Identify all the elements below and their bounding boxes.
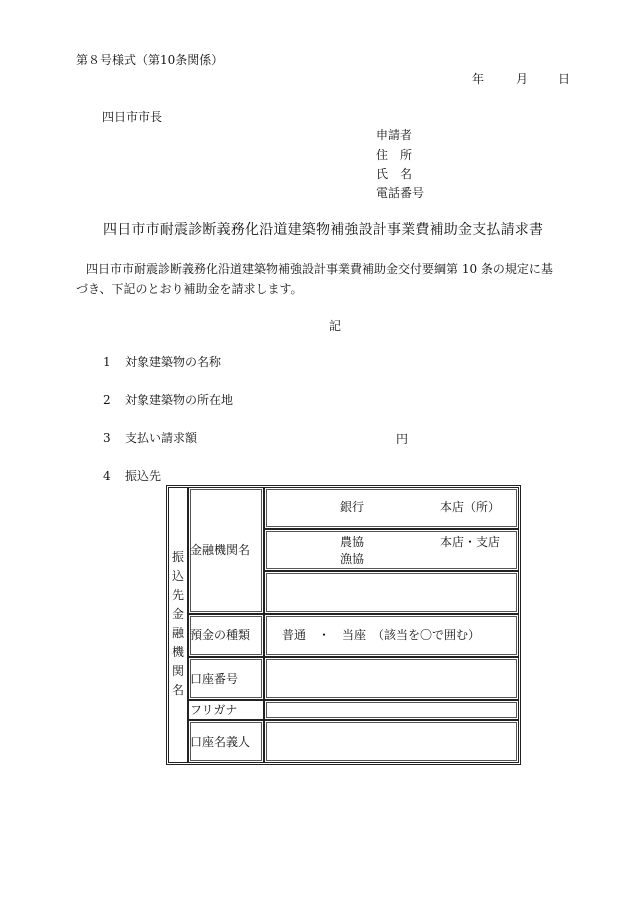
ki-heading: 記 [329,319,342,333]
bank-suffix: 銀行 [340,500,365,514]
item-2: 2 対象建築物の所在地 [103,393,234,407]
fish-coop-suffix: 漁協 [340,552,365,566]
account-number-inner [266,659,517,698]
addressee: 四日市市長 [102,110,163,124]
applicant-address-label: 住 所 [376,148,413,162]
side-header-text: 振 込 先 金 融 機 関 名 [171,550,184,697]
deposit-options: 普通 ・ 当座 （該当を〇で囲む） [282,628,481,642]
institution-label: 金融機関名 [190,543,251,557]
form-number: 第８号様式（第10条関係） [76,53,224,67]
body-text-line2: づき、下記のとおり補助金を請求します。 [76,282,303,296]
applicant-phone-label: 電話番号 [376,186,425,200]
applicant-heading: 申請者 [376,128,413,142]
item-3: 3 支払い請求額 [103,431,198,445]
body-text-line1: 四日市市耐震診断義務化沿道建築物補強設計事業費補助金交付要綱第 10 条の規定に基 [86,262,553,276]
head-branch-suffix-2: 本店・支店 [440,535,501,549]
head-branch-suffix: 本店（所） [440,500,501,514]
date-month: 月 [516,72,529,86]
date-year: 年 [472,72,485,86]
yen-unit: 円 [396,432,409,446]
date-line [472,72,570,87]
account-label: 口座番号 [190,672,239,686]
item-4: 4 振込先 [103,469,162,483]
deposit-label: 預金の種類 [190,628,251,642]
document-title: 四日市市耐震診断義務化沿道建築物補強設計事業費補助金支払請求書 [103,222,544,238]
holder-label: 口座名義人 [190,735,251,749]
date-day: 日 [558,72,571,86]
item-1: 1 対象建築物の名称 [103,355,222,369]
account-holder-inner [266,722,517,761]
agri-coop-suffix: 農協 [340,535,365,549]
institution-extra-inner [266,573,517,612]
applicant-name-label: 氏 名 [376,167,413,181]
furigana-inner [266,702,517,718]
furigana-label: フリガナ [190,703,238,717]
